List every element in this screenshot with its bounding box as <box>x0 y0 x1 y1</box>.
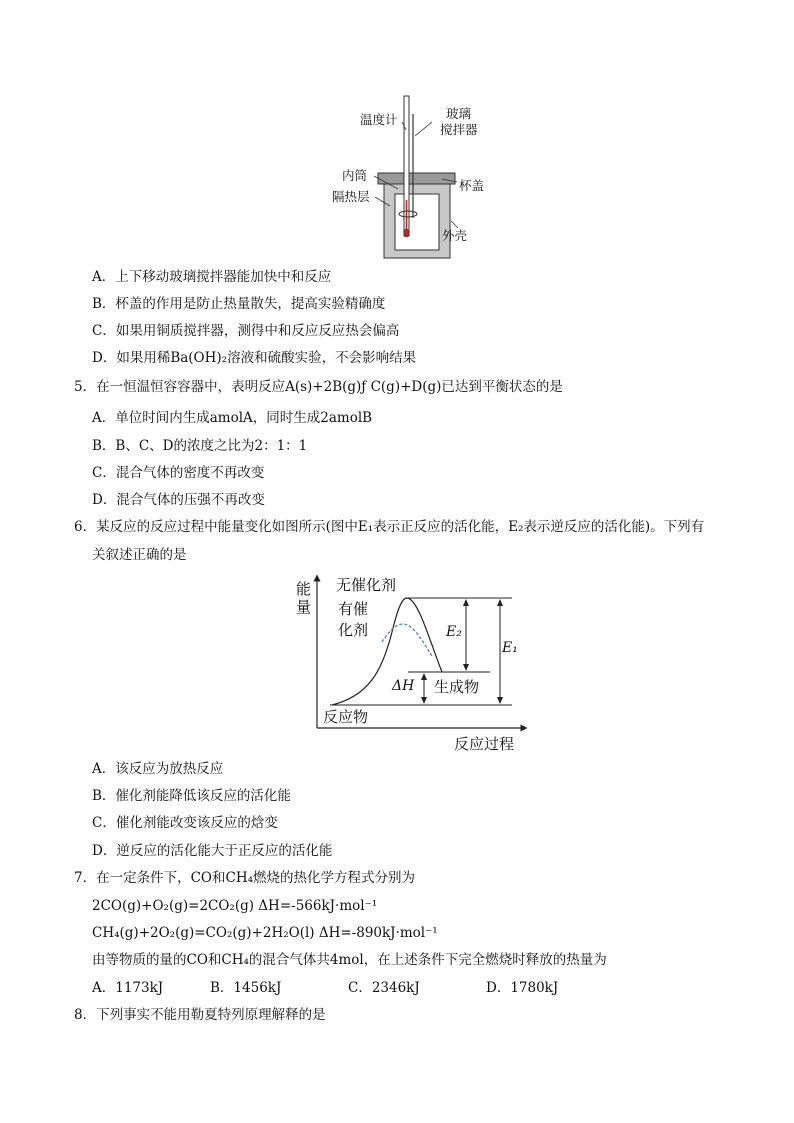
q6-option-c: C．催化剂能改变该反应的焓变 <box>92 815 278 831</box>
delta-h-label: ΔH <box>392 678 415 694</box>
e1-label: E₁ <box>502 640 518 656</box>
products-label: 生成物 <box>434 678 480 696</box>
q7-option-d: D．1780kJ <box>486 980 559 996</box>
q5-option-a: A．单位时间内生成amolA，同时生成2amolB <box>92 410 373 426</box>
q5-stem: 5．在一恒温恒容容器中，表明反应A(s)+2B(g)ƒ C(g)+D(g)已达到平衡状态的是 <box>74 379 563 395</box>
label-insulation: 隔热层 <box>332 189 370 204</box>
q6-stem-line2: 关叙述正确的是 <box>92 547 187 563</box>
q7-equation-1: 2CO(g)+O₂(g)=2CO₂(g) ΔH=-566kJ·mol⁻¹ <box>92 898 378 914</box>
e2-label: E₂ <box>446 624 462 640</box>
q5-option-b: B．B、C、D的浓度之比为2：1：1 <box>92 438 308 454</box>
energy-diagram <box>290 572 530 752</box>
q7-options <box>92 979 558 997</box>
q4-option-c: C．如果用铜质搅拌器，测得中和反应反应热会偏高 <box>92 323 400 339</box>
with-catalyst-label-2: 化剂 <box>338 621 369 639</box>
q7-option-c: C．2346kJ <box>348 980 420 996</box>
q7-equation-2: CH₄(g)+2O₂(g)=CO₂(g)+2H₂O(l) ΔH=-890kJ·mol⁻¹ <box>92 925 438 941</box>
q5-option-d: D．混合气体的压强不再改变 <box>92 492 265 508</box>
label-lid: 杯盖 <box>459 178 485 193</box>
q6-option-b: B．催化剂能降低该反应的活化能 <box>92 788 291 804</box>
label-outer-shell: 外壳 <box>442 228 468 243</box>
q4-option-a: A．上下移动玻璃搅拌器能加快中和反应 <box>92 269 332 285</box>
reactants-label: 反应物 <box>323 708 369 726</box>
q4-option-d: D．如果用稀Ba(OH)₂溶液和硫酸实验，不会影响结果 <box>92 350 417 366</box>
q7-option-b: B．1456kJ <box>210 980 282 996</box>
q6-stem-line1: 6．某反应的反应过程中能量变化如图所示(图中E₁表示正反应的活化能，E₂表示逆反应的活化能)。下列有 <box>74 519 705 535</box>
x-axis-label: 反应过程 <box>454 735 515 753</box>
q7-option-a: A．1173kJ <box>92 980 164 996</box>
label-stirrer-line1: 玻璃 <box>446 106 472 121</box>
no-catalyst-label: 无催化剂 <box>336 576 397 594</box>
calorimeter-figure <box>320 90 500 260</box>
y-axis-label-1: 能 <box>296 580 312 598</box>
q6-option-a: A．该反应为放热反应 <box>92 761 224 777</box>
label-stirrer-line2: 搅拌器 <box>440 122 478 137</box>
q7-line3: 由等物质的量的CO和CH₄的混合气体共4mol，在上述条件下完全燃烧时释放的热量为 <box>92 952 607 968</box>
q5-option-c: C．混合气体的密度不再改变 <box>92 465 265 481</box>
q6-option-d: D．逆反应的活化能大于正反应的活化能 <box>92 843 333 859</box>
label-thermometer: 温度计 <box>360 112 398 127</box>
label-inner-cup: 内筒 <box>342 168 368 183</box>
q8-stem: 8．下列事实不能用勒夏特列原理解释的是 <box>74 1007 326 1023</box>
y-axis-label-2: 量 <box>296 598 312 616</box>
q4-option-b: B．杯盖的作用是防止热量散失，提高实验精确度 <box>92 296 386 312</box>
q7-stem: 7．在一定条件下，CO和CH₄燃烧的热化学方程式分别为 <box>74 870 415 886</box>
with-catalyst-label-1: 有催 <box>338 600 369 618</box>
